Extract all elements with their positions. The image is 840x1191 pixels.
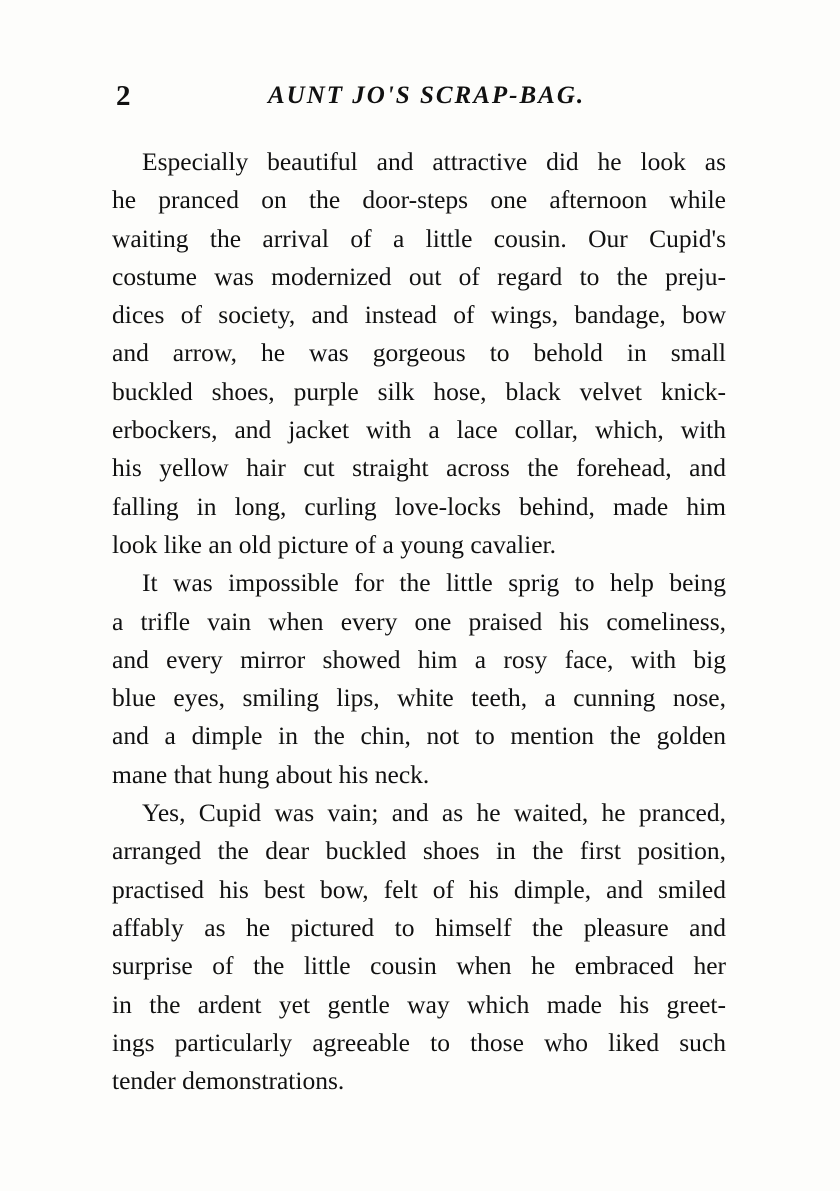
text-line: blue eyes, smiling lips, white teeth, a cunning nose, — [112, 683, 726, 713]
text-line: his yellow hair cut straight across the forehead, and — [112, 453, 726, 483]
text-line: affably as he pictured to himself the pleasure and — [112, 912, 726, 942]
text-line: ings particularly agreeable to those who liked such — [112, 1027, 726, 1057]
paragraph-2 — [112, 564, 726, 794]
text-line: and arrow, he was gorgeous to behold in small — [112, 338, 726, 368]
page-number: 2 — [116, 80, 131, 112]
paragraph-1 — [112, 143, 726, 564]
text-line: buckled shoes, purple silk hose, black velvet knick- — [112, 376, 726, 406]
text-line: waiting the arrival of a little cousin. Our Cupid's — [112, 223, 726, 253]
text-line: dices of society, and instead of wings, bandage, bow — [112, 300, 726, 330]
text-line: surprise of the little cousin when he embraced her — [112, 951, 726, 981]
text-line: Especially beautiful and attractive did he look as — [142, 147, 726, 176]
text-line: falling in long, curling love-locks behind, made him — [112, 491, 726, 521]
text-line: tender demonstrations. — [112, 1066, 345, 1096]
paragraph-3 — [112, 794, 726, 1100]
text-line: and every mirror showed him a rosy face, with big — [112, 644, 726, 674]
text-line: erbockers, and jacket with a lace collar, which, with — [112, 415, 726, 445]
text-line: It was impossible for the little sprig to help being — [142, 568, 726, 598]
text-line: in the ardent yet gentle way which made his greet- — [112, 989, 726, 1019]
text-line: mane that hung about his neck. — [112, 759, 430, 789]
text-line: he pranced on the door-steps one afternoon while — [112, 185, 726, 215]
text-line: look like an old picture of a young cavalier. — [112, 529, 556, 559]
text-line: arranged the dear buckled shoes in the first position, — [112, 836, 726, 866]
text-line: Yes, Cupid was vain; and as he waited, he pranced, — [142, 798, 726, 828]
running-title: AUNT JO'S SCRAP-BAG. — [268, 82, 586, 109]
text-line: practised his best bow, felt of his dimple, and smiled — [112, 874, 726, 904]
text-line: and a dimple in the chin, not to mention the golden — [112, 721, 726, 751]
text-line: a trifle vain when every one praised his comeliness, — [112, 606, 726, 636]
text-line: costume was modernized out of regard to the preju- — [112, 261, 726, 291]
body-text — [112, 143, 726, 1100]
running-head — [112, 76, 728, 116]
